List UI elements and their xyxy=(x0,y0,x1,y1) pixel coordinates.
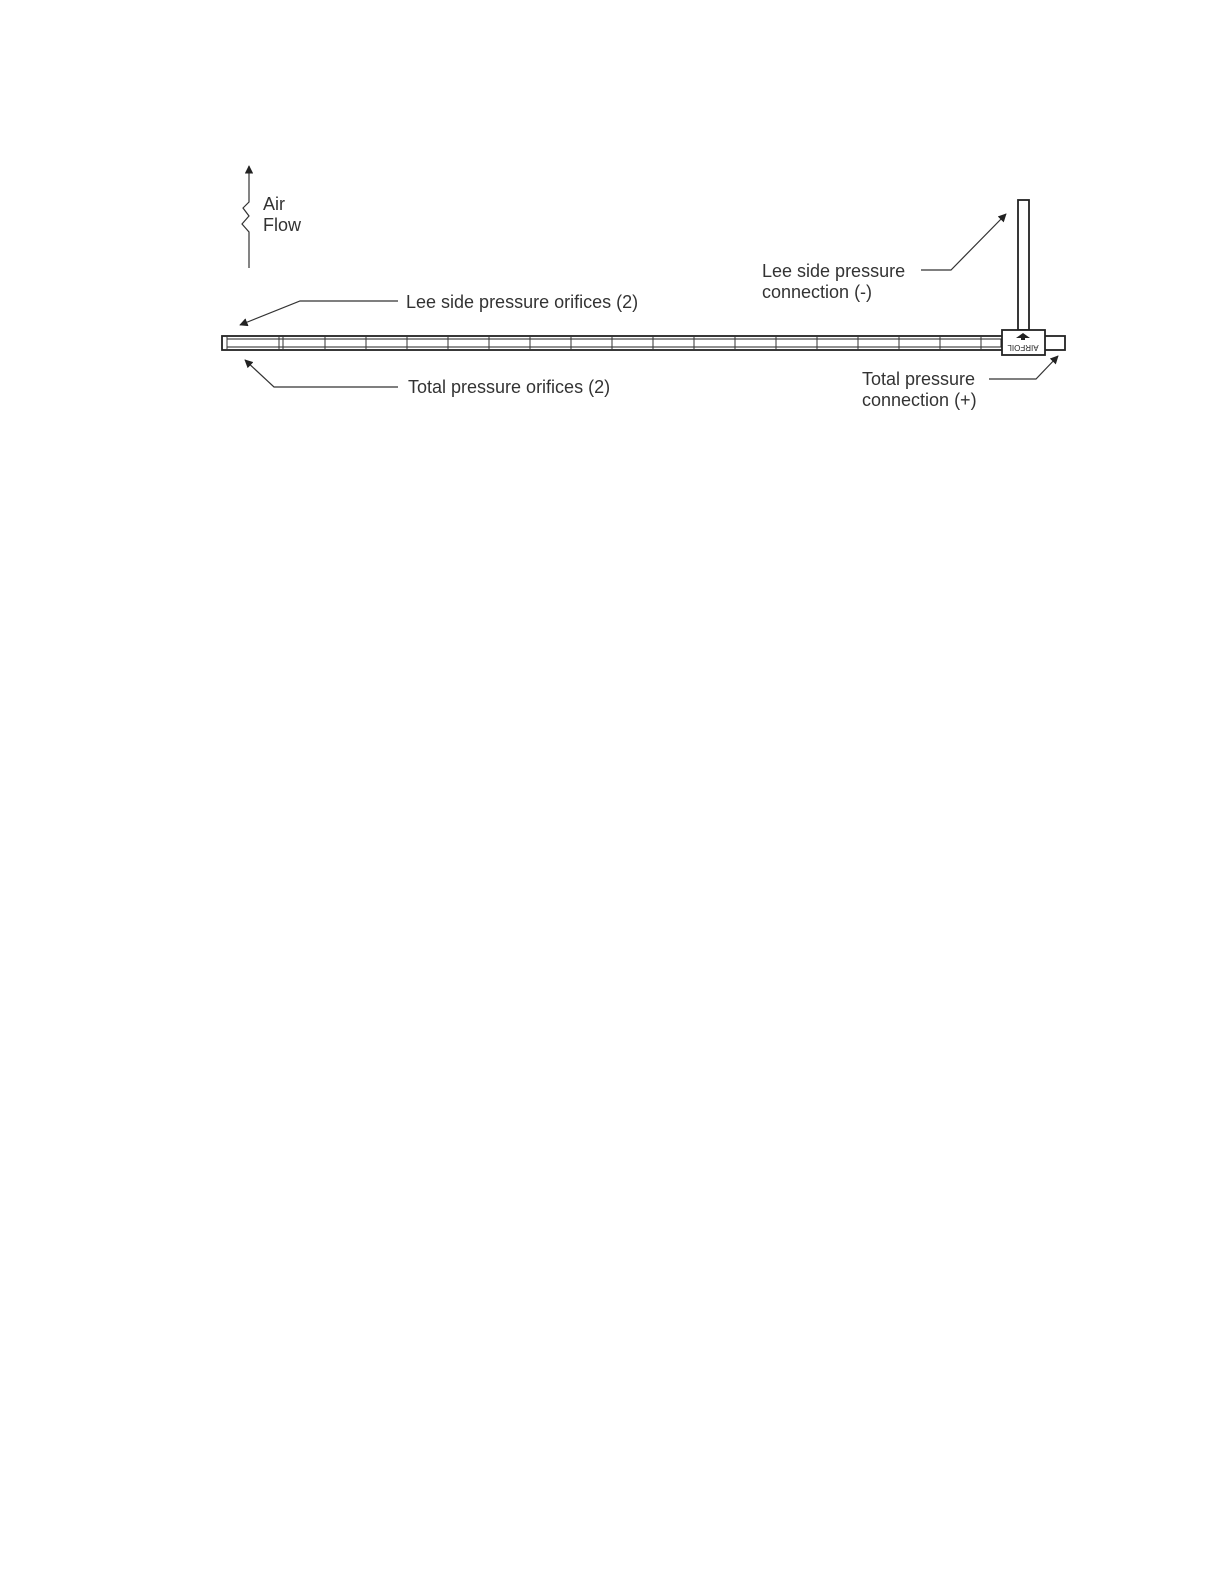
air-flow-arrow xyxy=(242,166,249,268)
probe-bar xyxy=(222,336,1065,350)
lee-connection-leader xyxy=(921,214,1006,270)
total-orifices-label: Total pressure orifices (2) xyxy=(408,377,611,397)
lee-connection-tube xyxy=(1018,200,1029,330)
total-connection-callout xyxy=(862,356,1058,410)
lee-connection-label-line2: connection (-) xyxy=(762,282,873,302)
lee-orifices-leader xyxy=(240,301,398,325)
probe-inner-channel xyxy=(227,339,1001,347)
airfoil-label: AIRFOIL xyxy=(1007,342,1039,352)
total-connection-leader xyxy=(989,356,1058,379)
air-flow-indicator xyxy=(242,166,302,268)
total-orifices-callout xyxy=(245,360,610,397)
probe-bar-outline xyxy=(222,336,1065,350)
total-connection-label-line1: Total pressure xyxy=(862,369,976,389)
total-orifices-leader xyxy=(245,360,398,387)
connection-head xyxy=(1002,330,1045,355)
air-flow-label-line1: Air xyxy=(263,194,285,214)
lee-connection-callout xyxy=(762,214,1006,302)
total-connection-label-line2: connection (+) xyxy=(862,390,977,410)
lee-orifices-callout xyxy=(240,292,638,325)
air-flow-label-line2: Flow xyxy=(263,215,302,235)
lee-connection-label-line1: Lee side pressure xyxy=(762,261,906,281)
lee-orifices-label: Lee side pressure orifices (2) xyxy=(406,292,639,312)
probe-segment-dividers xyxy=(227,336,981,350)
